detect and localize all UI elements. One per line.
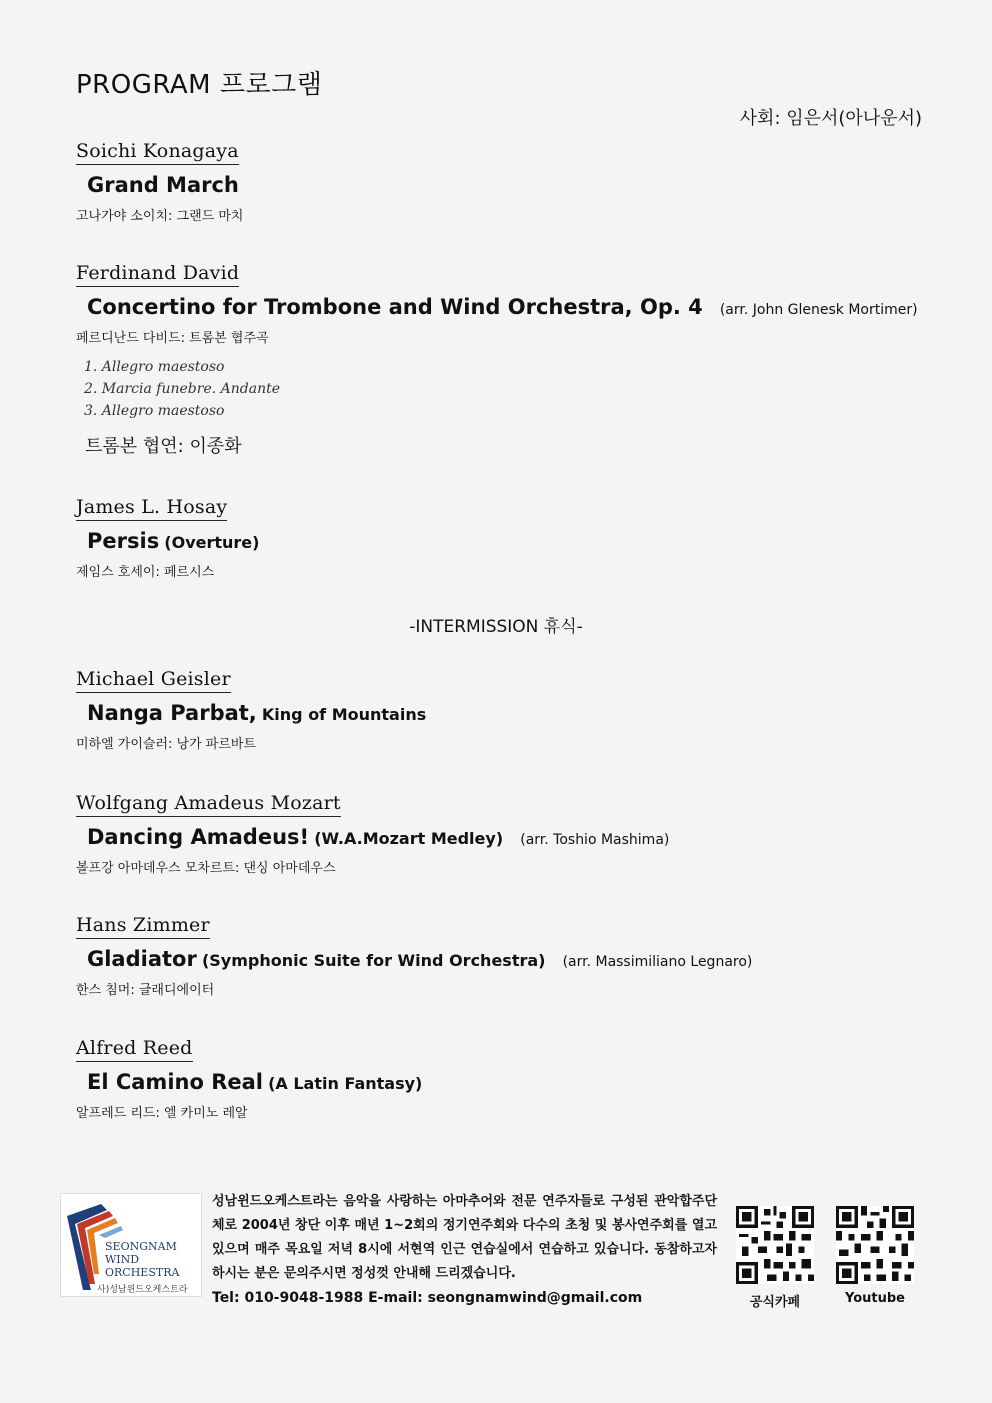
logo-line: SEONGNAM: [105, 1240, 177, 1253]
movement-list: [76, 356, 936, 422]
korean-title: 알프레드 리드: 엘 카미노 레알: [76, 1106, 248, 1121]
work-subtitle: (A Latin Fantasy): [268, 1074, 423, 1093]
intermission-label: -INTERMISSION 휴식-: [409, 617, 583, 637]
work-title: [76, 825, 936, 849]
work-subtitle: (Symphonic Suite for Wind Orchestra): [201, 951, 546, 970]
work-main-title: Concertino for Trombone and Wind Orchestra, Op. 4: [87, 295, 703, 319]
korean-title: 미하엘 가이슬러: 낭가 파르바트: [76, 737, 257, 752]
work-main-title: Persis: [87, 529, 160, 553]
work-main-title: Gladiator: [87, 947, 197, 971]
composer-name: Alfred Reed: [76, 1037, 193, 1062]
composer-name: James L. Hosay: [76, 496, 227, 521]
logo-line: WIND: [105, 1253, 140, 1266]
korean-title: 페르디난드 다비드: 트롬본 협주곡: [76, 331, 269, 346]
work-main-title: Grand March: [87, 173, 239, 197]
logo-korean-name: 사)성남윈드오케스트라: [97, 1285, 188, 1295]
qr-code-icon[interactable]: [836, 1206, 914, 1284]
korean-title: 제임스 호세이: 페르시스: [76, 565, 215, 580]
korean-title: 한스 침머: 글래디에이터: [76, 983, 215, 998]
arranger-credit: (arr. John Glenesk Mortimer): [719, 302, 918, 318]
movement-item: 3. Allegro maestoso: [84, 403, 225, 419]
work-subtitle: (Overture): [164, 533, 260, 552]
arranger-credit: (arr. Toshio Mashima): [520, 832, 670, 848]
program-piece: [76, 914, 936, 998]
work-title: [76, 529, 936, 553]
program-piece: [76, 792, 936, 876]
arranger-credit: (arr. Massimiliano Legnaro): [562, 954, 753, 970]
program-piece: [76, 262, 936, 458]
qr-label-youtube: Youtube: [845, 1291, 905, 1306]
korean-title: 볼프강 아마데우스 모차르트: 댄싱 아마데우스: [76, 861, 336, 876]
program-piece: [76, 496, 936, 580]
contact-info: Tel: 010-9048-1988 E-mail: seongnamwind@gmail.com: [212, 1290, 643, 1306]
work-title: [76, 173, 936, 197]
work-title: [76, 701, 936, 725]
work-main-title: Nanga Parbat,: [87, 701, 257, 725]
work-subtitle: King of Mountains: [261, 705, 427, 724]
composer-name: Soichi Konagaya: [76, 140, 239, 165]
soloist-credit: 트롬본 협연: 이종화: [85, 436, 242, 457]
host-text: 사회: 임은서(아나운서): [739, 108, 922, 129]
logo-line: ORCHESTRA: [105, 1266, 180, 1279]
orchestra-logo: [60, 1193, 202, 1297]
footer: [60, 1190, 930, 1310]
work-main-title: El Camino Real: [87, 1070, 263, 1094]
movement-item: 2. Marcia funebre. Andante: [84, 381, 280, 397]
about-text: 성남윈드오케스트라는 음악을 사랑하는 아마추어와 전문 연주자들로 구성된 관악합주단체로 2004년 창단 이후 매년 1~2회의 정기연주회와 다수의 초청 및 봉사연주회를 열고 있으며 매주 목요일 저녁 8시에 서현역 인근 연습실에서 연습하고 있습니다. 동참하고자 하시는 분은 문의주시면 정성껏 안내해 드리겠습니다.: [212, 1194, 717, 1281]
qr-code-icon[interactable]: [736, 1206, 814, 1284]
program-title: PROGRAM 프로그램: [76, 70, 323, 100]
work-subtitle: (W.A.Mozart Medley): [314, 829, 504, 848]
composer-name: Ferdinand David: [76, 262, 239, 287]
composer-name: Michael Geisler: [76, 668, 231, 693]
work-title: [76, 295, 936, 319]
work-title: [76, 947, 936, 971]
work-main-title: Dancing Amadeus!: [87, 825, 310, 849]
program-piece: [76, 668, 936, 752]
program-piece: [76, 1037, 936, 1121]
composer-name: Hans Zimmer: [76, 914, 210, 939]
logo-wordmark: [105, 1240, 179, 1279]
work-title: [76, 1070, 936, 1094]
qr-label-cafe: 공식카페: [749, 1295, 801, 1310]
movement-item: 1. Allegro maestoso: [84, 359, 225, 375]
composer-name: Wolfgang Amadeus Mozart: [76, 792, 341, 817]
program-piece: [76, 140, 936, 224]
korean-title: 고나가야 소이치: 그랜드 마치: [76, 209, 244, 224]
